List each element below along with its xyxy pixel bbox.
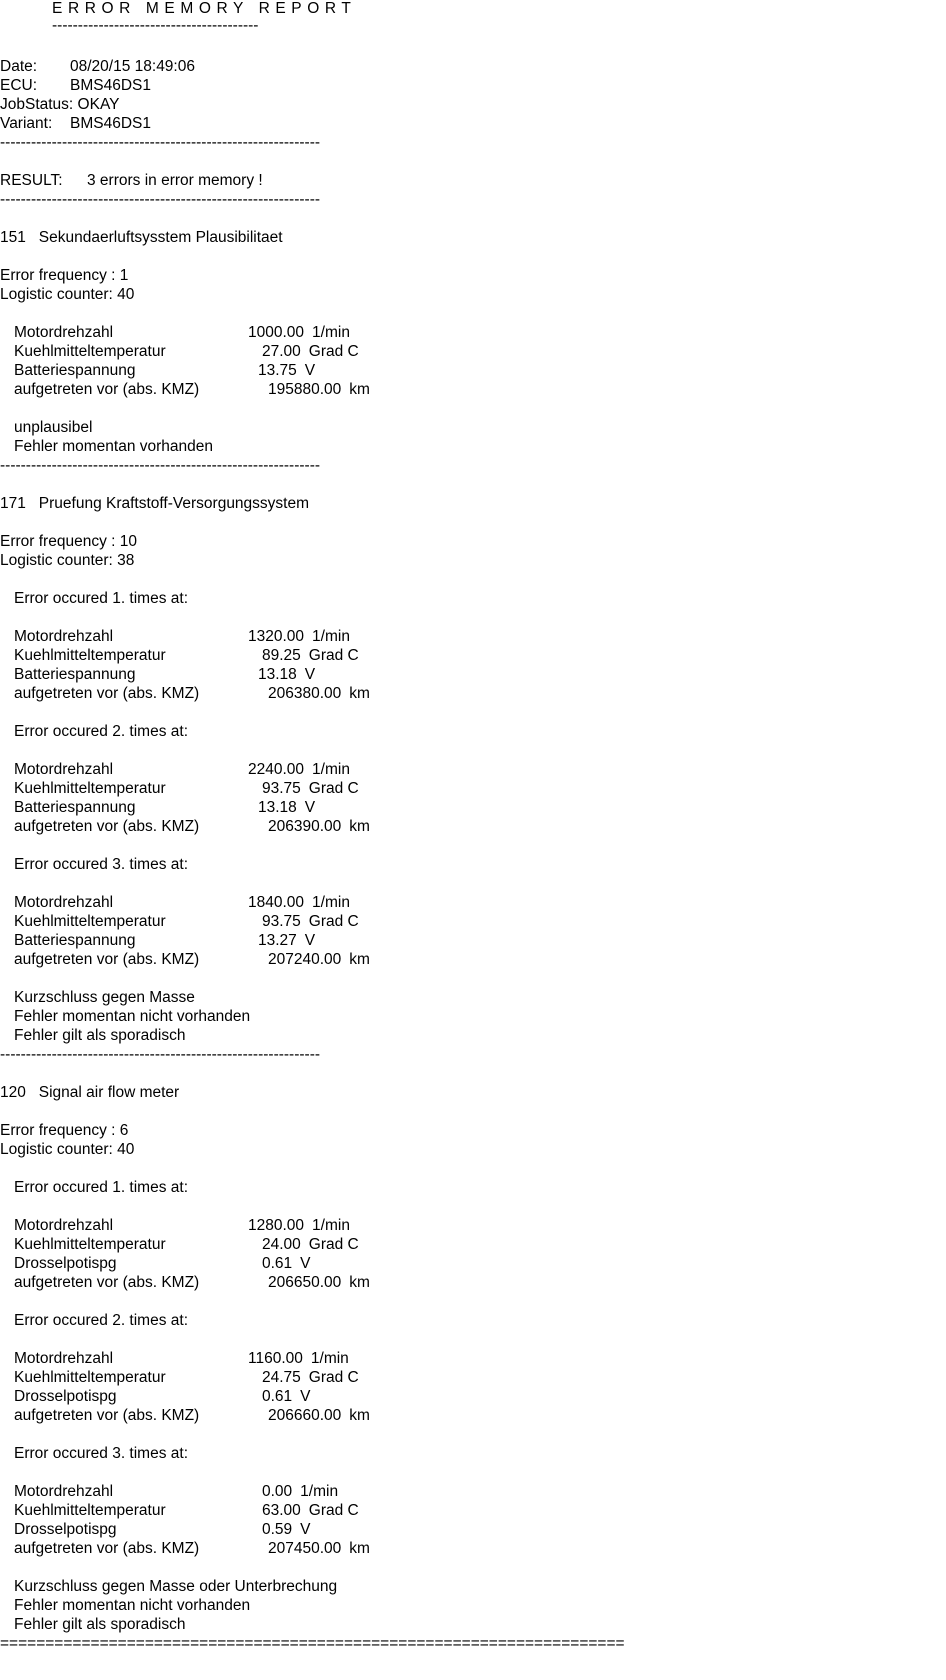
divider: --------------------------------------------------------------	[0, 457, 321, 474]
measurement-name: aufgetreten vor (abs. KMZ)	[14, 951, 200, 968]
measurement-row	[0, 1273, 946, 1292]
date-value: 08/20/15 18:49:06	[70, 58, 195, 75]
measurement-unit: 1/min	[312, 628, 350, 645]
measurement-row	[0, 1368, 946, 1387]
measurement-name: Motordrehzahl	[14, 628, 114, 645]
error-note: Fehler gilt als sporadisch	[14, 1616, 186, 1633]
measurement-name: aufgetreten vor (abs. KMZ)	[14, 1540, 200, 1557]
occurrence-heading: Error occured 2. times at:	[14, 723, 189, 740]
title-underline: ----------------------------------------	[52, 17, 259, 34]
measurement-row	[0, 323, 946, 342]
error-note: Fehler gilt als sporadisch	[14, 1027, 186, 1044]
logistic-counter: Logistic counter: 38	[0, 552, 135, 569]
measurement-value: 1320.00	[248, 628, 305, 645]
measurement-row	[0, 1254, 946, 1273]
measurement-unit: km	[349, 818, 370, 835]
measurement-row	[0, 1235, 946, 1254]
measurement-value: 1160.00	[248, 1350, 303, 1367]
measurement-unit: Grad C	[308, 1236, 359, 1253]
measurement-unit: V	[300, 1521, 311, 1538]
measurement-name: Batteriespannung	[14, 932, 136, 949]
measurement-unit: V	[300, 1388, 311, 1405]
error-note: Fehler momentan vorhanden	[14, 438, 214, 455]
measurement-row	[0, 950, 946, 969]
divider: --------------------------------------------------------------	[0, 134, 321, 151]
measurement-value: 206390.00	[268, 818, 342, 835]
variant-line	[0, 114, 151, 133]
error-note: unplausibel	[14, 419, 93, 436]
measurement-row	[0, 760, 946, 779]
measurement-row	[0, 361, 946, 380]
measurement-name: Motordrehzahl	[14, 1350, 114, 1367]
measurement-value: 206660.00	[268, 1407, 342, 1424]
measurement-unit: km	[349, 1274, 370, 1291]
measurement-name: aufgetreten vor (abs. KMZ)	[14, 381, 200, 398]
measurement-unit: 1/min	[312, 324, 350, 341]
measurement-value: 13.75	[258, 362, 297, 379]
measurement-value: 0.61	[262, 1388, 293, 1405]
ecu-label: ECU:	[0, 77, 38, 94]
measurement-name: Batteriespannung	[14, 362, 136, 379]
error-note: Fehler momentan nicht vorhanden	[14, 1008, 251, 1025]
measurement-unit: V	[304, 932, 316, 949]
measurement-row	[0, 893, 946, 912]
measurement-name: aufgetreten vor (abs. KMZ)	[14, 1274, 200, 1291]
measurement-row	[0, 1520, 946, 1539]
variant-value: BMS46DS1	[70, 115, 151, 132]
measurement-value: 207450.00	[268, 1540, 342, 1557]
measurement-row	[0, 1482, 946, 1501]
measurement-value: 13.18	[258, 799, 297, 816]
measurement-row	[0, 1501, 946, 1520]
measurement-unit: V	[304, 799, 316, 816]
measurement-name: aufgetreten vor (abs. KMZ)	[14, 685, 200, 702]
measurement-row	[0, 779, 946, 798]
measurement-unit: V	[304, 666, 316, 683]
result-line	[0, 171, 263, 190]
error-frequency: Error frequency : 10	[0, 533, 137, 550]
measurement-name: Batteriespannung	[14, 799, 136, 816]
measurement-row	[0, 342, 946, 361]
measurement-name: Motordrehzahl	[14, 1483, 114, 1500]
logistic-counter: Logistic counter: 40	[0, 1141, 135, 1158]
occurrence-heading: Error occured 2. times at:	[14, 1312, 189, 1329]
measurement-unit: km	[349, 685, 370, 702]
measurement-name: Kuehlmitteltemperatur	[14, 343, 166, 360]
measurement-value: 1840.00	[248, 894, 305, 911]
measurement-row	[0, 1406, 946, 1425]
measurement-value: 1000.00	[248, 324, 305, 341]
measurement-unit: Grad C	[308, 1502, 359, 1519]
measurement-name: Kuehlmitteltemperatur	[14, 1236, 166, 1253]
occurrence-heading: Error occured 3. times at:	[14, 856, 189, 873]
measurement-name: Kuehlmitteltemperatur	[14, 1502, 166, 1519]
result-label: RESULT:	[0, 172, 63, 189]
measurement-name: Drosselpotispg	[14, 1388, 117, 1405]
divider: --------------------------------------------------------------	[0, 191, 321, 208]
error-title: 171 Pruefung Kraftstoff-Versorgungssystem	[0, 495, 310, 512]
measurement-unit: km	[349, 1540, 370, 1557]
measurement-name: Motordrehzahl	[14, 761, 114, 778]
divider: --------------------------------------------------------------	[0, 1046, 321, 1063]
measurement-row	[0, 380, 946, 399]
measurement-name: Kuehlmitteltemperatur	[14, 1369, 166, 1386]
measurement-row	[0, 1387, 946, 1406]
measurement-unit: 1/min	[312, 761, 350, 778]
measurement-name: Kuehlmitteltemperatur	[14, 647, 166, 664]
result-value: 3 errors in error memory !	[87, 172, 263, 189]
date-line	[0, 57, 195, 76]
measurement-row	[0, 912, 946, 931]
report-title: ERROR MEMORY REPORT	[52, 0, 357, 17]
measurement-row	[0, 627, 946, 646]
measurement-row	[0, 931, 946, 950]
measurement-row	[0, 817, 946, 836]
error-frequency: Error frequency : 1	[0, 267, 129, 284]
measurement-name: aufgetreten vor (abs. KMZ)	[14, 1407, 200, 1424]
date-label: Date:	[0, 58, 38, 75]
measurement-unit: Grad C	[308, 1369, 359, 1386]
jobstatus-line: JobStatus: OKAY	[0, 96, 120, 113]
measurement-name: Motordrehzahl	[14, 894, 114, 911]
measurement-unit: km	[349, 381, 370, 398]
measurement-unit: Grad C	[308, 647, 359, 664]
measurement-value: 2240.00	[248, 761, 305, 778]
measurement-unit: 1/min	[312, 894, 350, 911]
measurement-value: 0.59	[262, 1521, 293, 1538]
measurement-row	[0, 798, 946, 817]
measurement-unit: Grad C	[308, 913, 359, 930]
measurement-unit: V	[300, 1255, 311, 1272]
measurement-value: 13.18	[258, 666, 297, 683]
measurement-name: Drosselpotispg	[14, 1255, 117, 1272]
ecu-line	[0, 76, 151, 95]
measurement-value: 0.00	[262, 1483, 293, 1500]
measurement-value: 93.75	[262, 913, 301, 930]
measurement-unit: V	[304, 362, 316, 379]
measurement-name: Motordrehzahl	[14, 1217, 114, 1234]
measurement-unit: 1/min	[312, 1217, 350, 1234]
measurement-row	[0, 646, 946, 665]
variant-label: Variant:	[0, 115, 53, 132]
error-frequency: Error frequency : 6	[0, 1122, 129, 1139]
measurement-row	[0, 1216, 946, 1235]
measurement-unit: km	[349, 1407, 370, 1424]
occurrence-heading: Error occured 1. times at:	[14, 590, 189, 607]
ecu-value: BMS46DS1	[70, 77, 151, 94]
measurement-unit: 1/min	[300, 1483, 339, 1500]
measurement-name: aufgetreten vor (abs. KMZ)	[14, 818, 200, 835]
error-note: Fehler momentan nicht vorhanden	[14, 1597, 251, 1614]
measurement-name: Drosselpotispg	[14, 1521, 117, 1538]
final-divider: =====================================================================	[0, 1635, 625, 1652]
measurement-value: 93.75	[262, 780, 301, 797]
measurement-row	[0, 1349, 946, 1368]
occurrence-heading: Error occured 1. times at:	[14, 1179, 189, 1196]
measurement-value: 207240.00	[268, 951, 342, 968]
measurement-value: 206650.00	[268, 1274, 342, 1291]
measurement-value: 24.75	[262, 1369, 301, 1386]
measurement-value: 0.61	[262, 1255, 293, 1272]
measurement-value: 1280.00	[248, 1217, 305, 1234]
measurement-value: 63.00	[262, 1502, 301, 1519]
measurement-name: Kuehlmitteltemperatur	[14, 780, 166, 797]
measurement-name: Batteriespannung	[14, 666, 136, 683]
occurrence-heading: Error occured 3. times at:	[14, 1445, 189, 1462]
measurement-name: Motordrehzahl	[14, 324, 114, 341]
measurement-unit: Grad C	[308, 780, 359, 797]
measurement-row	[0, 665, 946, 684]
measurement-unit: km	[349, 951, 370, 968]
measurement-value: 27.00	[262, 343, 301, 360]
measurement-value: 89.25	[262, 647, 301, 664]
error-title: 151 Sekundaerluftsysstem Plausibilitaet	[0, 229, 283, 246]
error-note: Kurzschluss gegen Masse	[14, 989, 195, 1006]
error-title: 120 Signal air flow meter	[0, 1084, 180, 1101]
logistic-counter: Logistic counter: 40	[0, 286, 135, 303]
measurement-value: 13.27	[258, 932, 297, 949]
measurement-name: Kuehlmitteltemperatur	[14, 913, 166, 930]
measurement-row	[0, 684, 946, 703]
measurement-value: 24.00	[262, 1236, 301, 1253]
error-note: Kurzschluss gegen Masse oder Unterbrechung	[14, 1578, 338, 1595]
measurement-row	[0, 1539, 946, 1558]
measurement-unit: 1/min	[310, 1350, 349, 1367]
measurement-unit: Grad C	[308, 343, 359, 360]
measurement-value: 206380.00	[268, 685, 342, 702]
measurement-value: 195880.00	[268, 381, 342, 398]
